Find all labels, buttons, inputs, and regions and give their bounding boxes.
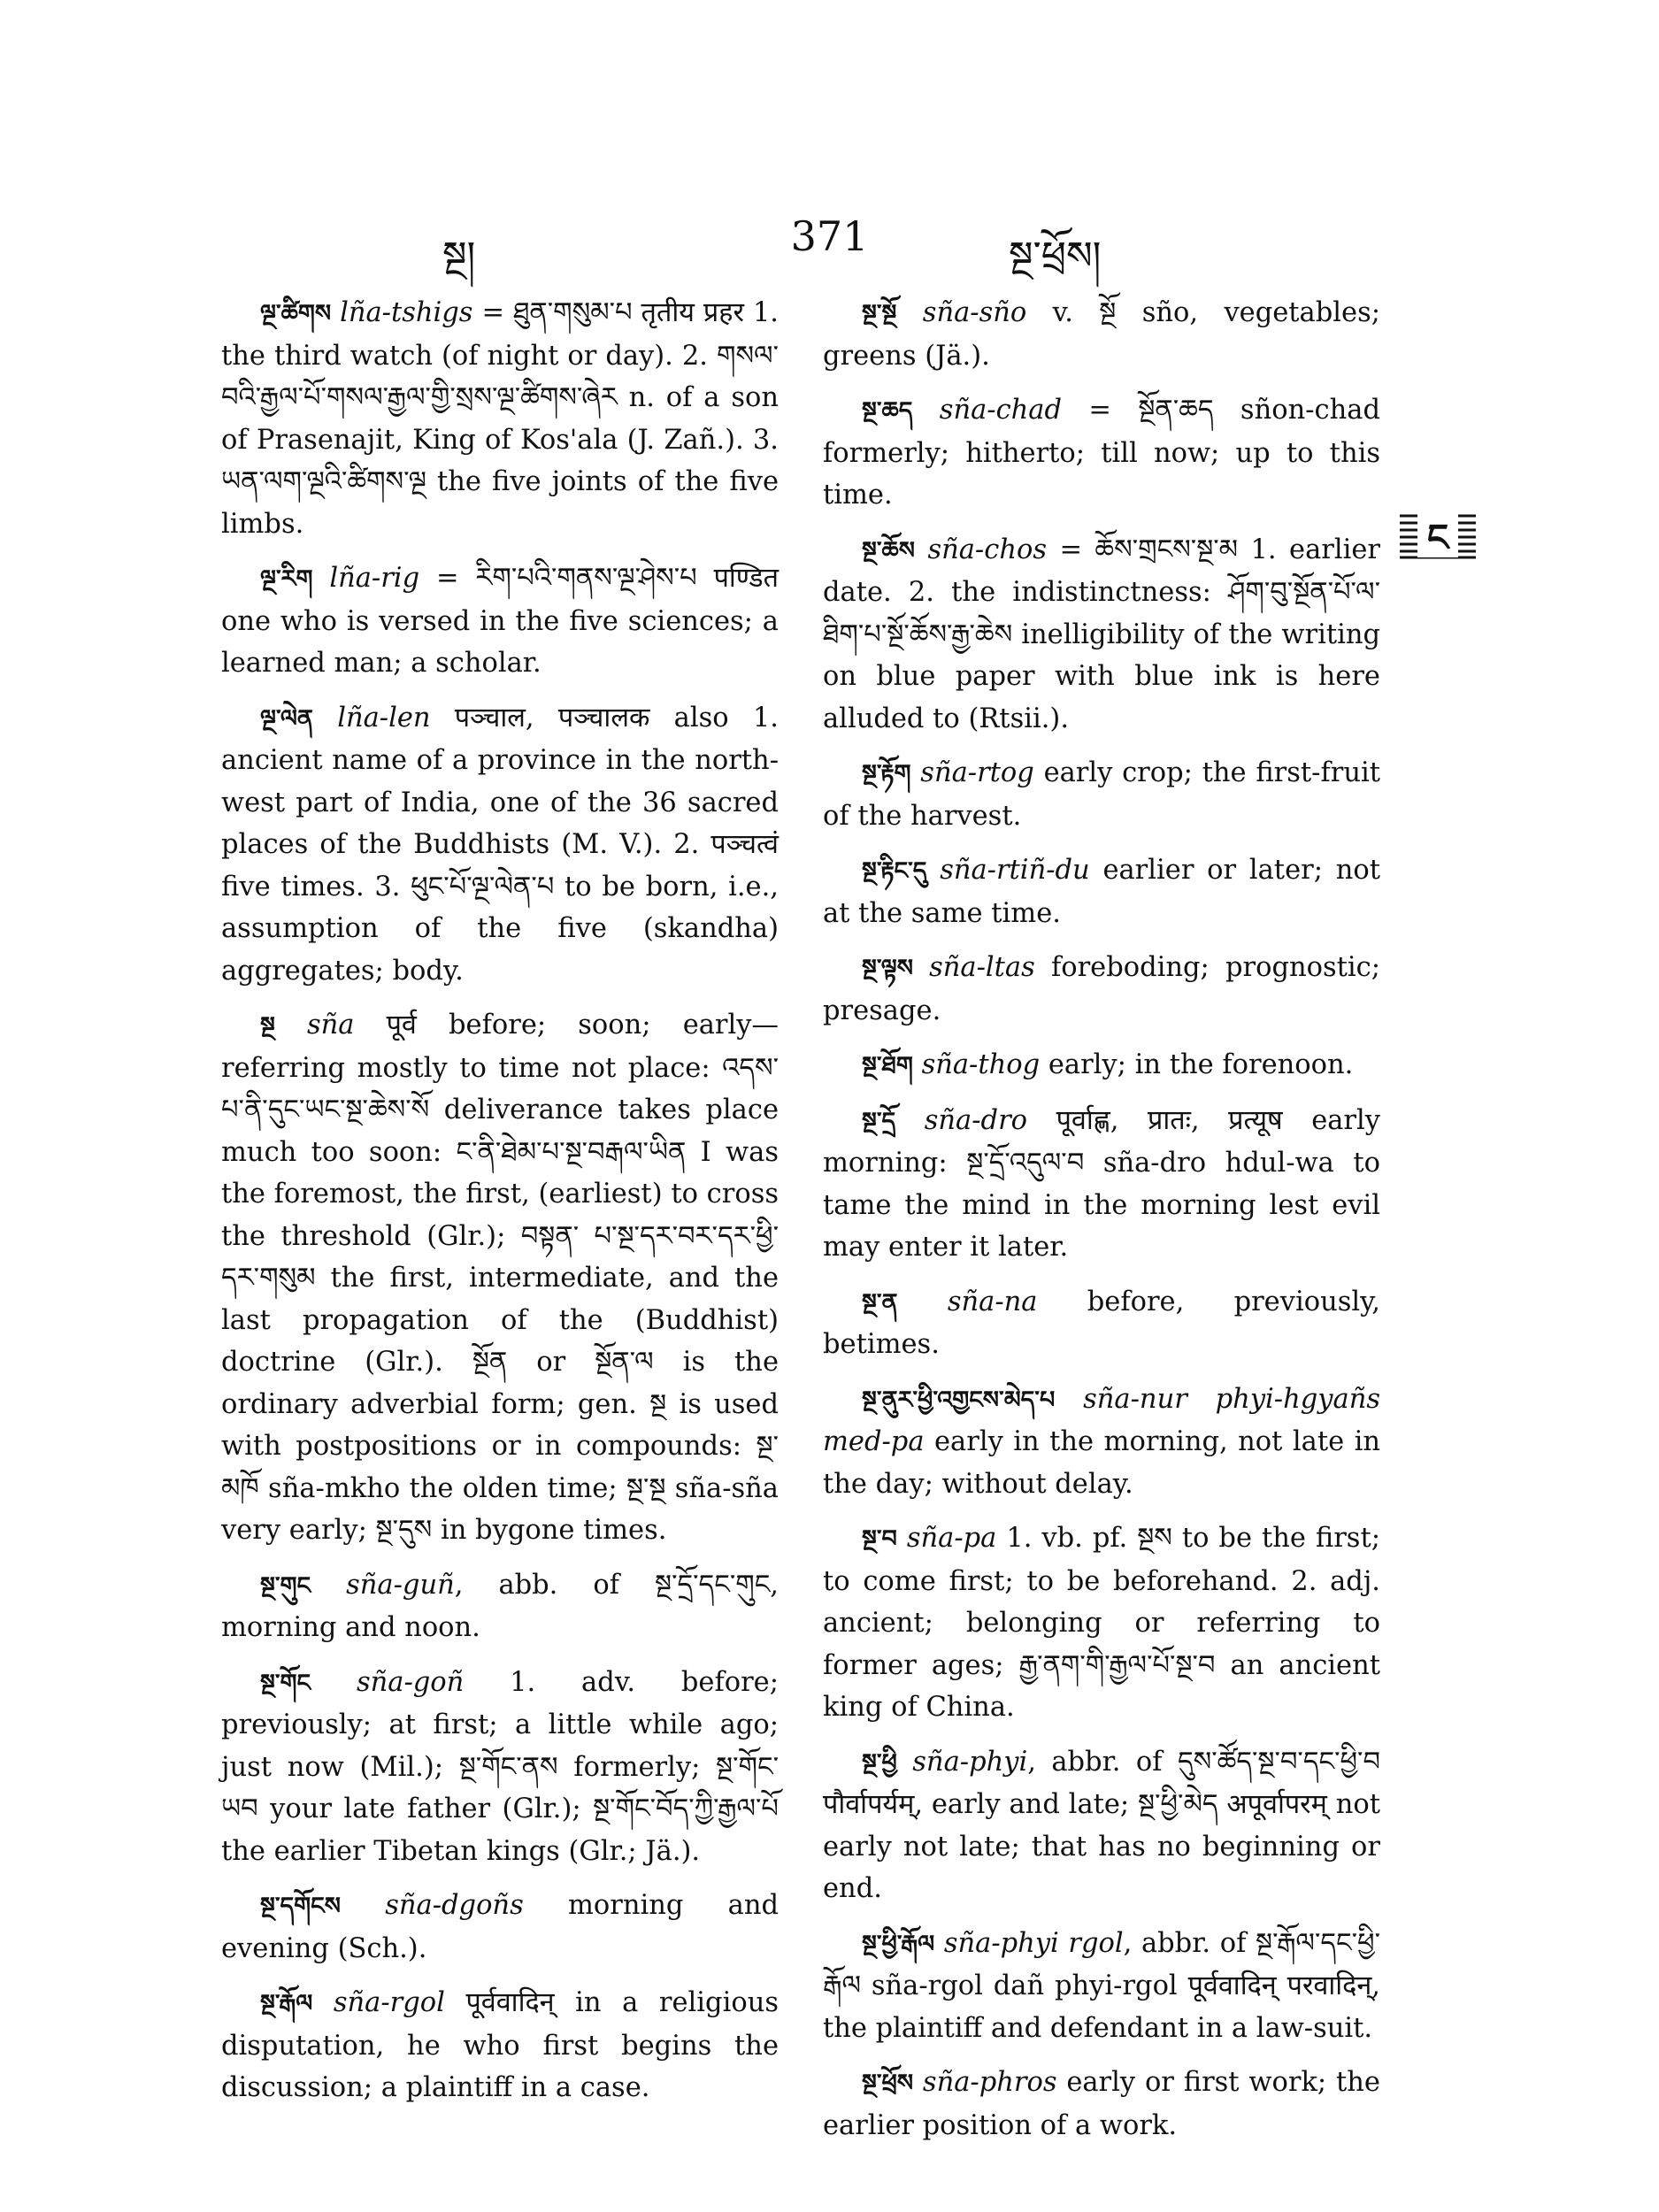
dictionary-entry <box>823 1517 1380 1729</box>
dictionary-entry <box>823 849 1380 934</box>
entry-transliteration: sña-guñ <box>346 1569 455 1601</box>
dictionary-entry <box>221 1662 779 1873</box>
entry-transliteration: sña-phyi <box>912 1746 1028 1778</box>
entry-headword: སྔ་ཆད <box>862 397 913 425</box>
entry-transliteration: sña-pa <box>906 1523 997 1554</box>
entry-definition: पञ्चाल, पञ्चालक also 1. ancient name of a province in the north-west part of India, one of the 36 sacred places of the Buddhists (M. V.). 2. पञ्चत्वं five times. 3. ཕུང་པོ་ལྔ་ལེན་པ to be born, i.e., assumption of the five (skandha) aggregates; body. <box>221 702 779 987</box>
entry-definition: = ཆོས་གྲངས་སྔ་མ 1. earlier date. 2. the indistinctness: ཤོག་བུ་སྔོན་པོ་ལ་ཐིག་པ་སྔོ་ཆོས་རྒྱ་ཆེས inelligibility of the writing on blue paper with blue ink is here alluded to (Rtsii.). <box>823 534 1381 734</box>
section-tab-glyph: ང <box>1426 516 1449 559</box>
entry-transliteration: sña-nur phyi-hgyañs med-pa <box>823 1383 1380 1457</box>
entry-definition: = རིག་པའི་གནས་ལྔ་ཤེས་པ पण्डित one who is versed in the five sciences; a learned man; a scholar. <box>221 563 779 679</box>
page-header <box>0 0 1659 283</box>
entry-transliteration: sña-rtog <box>920 757 1034 788</box>
entry-definition: पूर्व before; soon; early—referring mostly to time not place: འདས་པ་ནི་དུང་ཡང་སྔ་ཆེས་སོ deliverance takes place much too soon: ང་ནི་ཐེམ་པ་སྔ་བརྒལ་ཡིན I was the foremost, the first, (earliest) to cross the threshold (Glr.); བསྟན་ པ་སྔ་དར་བར་དར་ཕྱི་དར་གསུམ the first, intermediate, and the last propagation of the (Buddhist) doctrine (Glr.). སྔོན or སྔོན་ལ is the ordinary adverbial form; gen. སྔ is used with postpositions or in compounds: སྔ་མཁོ sña-mkho the olden time; སྔ་སྔ sña-sña very early; སྔ་དུས in bygone times. <box>221 1010 779 1546</box>
entry-headword: སྔ <box>260 1012 275 1040</box>
left-column <box>221 292 779 2122</box>
entry-headword: སྔ་ནུར་ཕྱི་འགྱངས་མེད་པ <box>862 1386 1056 1414</box>
entry-transliteration: sña-chad <box>939 395 1063 426</box>
entry-headword: ལྔ་ཚིགས <box>260 300 332 327</box>
dictionary-entry <box>823 389 1380 517</box>
page-number: 371 <box>790 212 869 260</box>
entry-headword: སྔ་ལྟས <box>862 955 913 982</box>
entry-headword: སྔ་ཕྲོས <box>862 2070 914 2097</box>
entry-headword: ལྔ་རིག <box>260 565 313 593</box>
dictionary-entry <box>823 292 1380 377</box>
entry-definition: early; in the forenoon. <box>1048 1049 1354 1080</box>
entry-transliteration: sña-phros <box>922 2067 1057 2098</box>
entry-transliteration: sña-goñ <box>356 1666 465 1698</box>
dictionary-entry <box>823 752 1380 837</box>
entry-definition: before, previously, betimes. <box>823 1286 1380 1360</box>
entry-definition: earlier or later; not at the same time. <box>823 855 1380 929</box>
entry-headword: སྔ་ན <box>862 1288 898 1317</box>
entry-headword: སྔ་གོང <box>260 1669 311 1697</box>
entry-definition: early crop; the first-fruit of the harvest. <box>823 757 1381 832</box>
entry-definition: = སྔོན་ཆད sñon-chad formerly; hitherto; till now; up to this time. <box>823 395 1380 511</box>
entry-headword: སྔ་ཆོས <box>862 536 915 565</box>
entry-transliteration: lña-len <box>337 702 431 733</box>
dictionary-entry <box>823 2062 1380 2147</box>
entry-headword: སྔ་གུང <box>260 1571 311 1600</box>
entry-headword: སྔ་ཕྱི <box>862 1748 897 1777</box>
entry-transliteration: sña-dgoñs <box>385 1890 524 1921</box>
entry-definition: , abb. of སྔ་དྲོ་དང་གུང, morning and noon. <box>221 1569 779 1643</box>
entry-headword: སྔ་སྔོ <box>862 300 897 327</box>
entry-transliteration: sña-rtiñ-du <box>940 855 1090 886</box>
dictionary-entry <box>221 1982 779 2109</box>
dictionary-entry <box>823 1923 1380 2050</box>
entry-headword: སྔ་དགོངས <box>260 1893 341 1920</box>
entry-definition: पूर्वाह्ण, प्रातः, प्रत्यूष early morning: སྔ་དྲོ་འདུལ་བ sña-dro hdul-wa to tame the mind in the morning lest evil may enter it later. <box>823 1104 1381 1263</box>
section-tab-icon <box>1400 511 1476 559</box>
entry-transliteration: sña-sño <box>922 297 1027 328</box>
header-right-word: སྔ་ཕྲོས། <box>1009 234 1102 279</box>
entry-headword: ལྔ་ལེན <box>260 704 313 733</box>
entry-definition: 1. vb. pf. སྔས to be the first; to come first; to be beforehand. 2. adj. ancient; belonging or referring to former ages; རྒྱ་ནག་གི་རྒྱལ་པོ་སྔ་བ an ancient king of China. <box>823 1523 1380 1723</box>
entry-transliteration: lña-rig <box>329 563 420 594</box>
entry-headword: སྔ་བ <box>862 1525 897 1553</box>
dictionary-entry <box>221 697 779 993</box>
entry-transliteration: sña-ltas <box>929 952 1035 983</box>
section-tab-graphic <box>1400 511 1476 559</box>
entry-definition: foreboding; prognostic; presage. <box>823 952 1381 1026</box>
entry-definition: morning and evening (Sch.). <box>221 1890 779 1964</box>
dictionary-entry <box>221 1004 779 1552</box>
dictionary-entry <box>823 1379 1380 1506</box>
dictionary-entry <box>823 1741 1380 1910</box>
entry-transliteration: sña-chos <box>927 534 1047 565</box>
entry-headword: སྔ་དྲོ <box>862 1107 896 1135</box>
entry-definition: = ཐུན་གསུམ་པ तृतीय प्रहर 1. the third watch (of night or day). 2. གསལ་བའི་རྒྱལ་པོ་གསལ་རྒྱལ་གྱི་སྲས་ལྔ་ཚིགས་ཞེར n. of a son of Prasenajit, King of Kos'ala (J. Zañ.). 3. ཡན་ལག་ལྔའི་ཚིགས་ལྔ the five joints of the five limbs. <box>221 297 779 540</box>
entry-headword: སྔ་ཐོག <box>862 1052 913 1079</box>
dictionary-entry <box>823 529 1380 741</box>
dictionary-entry <box>823 1100 1380 1269</box>
entry-definition: early or first work; the earlier position of a work. <box>823 2067 1380 2141</box>
dictionary-entry <box>823 947 1380 1032</box>
dictionary-entry <box>221 292 779 545</box>
entry-definition: early in the morning, not late in the day; without delay. <box>823 1426 1380 1500</box>
entry-headword: སྔ་རྟོག <box>862 760 911 787</box>
entry-transliteration: sña <box>307 1010 355 1041</box>
right-column <box>823 292 1380 2159</box>
entry-definition: पूर्ववादिन् in a religious disputation, he who first begins the discussion; a plaintiff in a case. <box>221 1987 779 2103</box>
entry-definition: v. སྔོ sño, vegetables; greens (Jä.). <box>823 297 1380 372</box>
entry-transliteration: sña-rgol <box>333 1987 445 2018</box>
header-left-word: སྔ། <box>442 234 476 279</box>
dictionary-entry <box>221 1564 779 1649</box>
dictionary-entry <box>221 1885 779 1970</box>
entry-definition: 1. adv. before; previously; at first; a little while ago; just now (Mil.); སྔ་གོང་ནས formerly; སྔ་གོང་ཡབ your late father (Glr.); སྔ་གོང་བོད་ཀྱི་རྒྱལ་པོ the earlier Tibetan kings (Glr.; Jä.). <box>221 1666 780 1867</box>
dictionary-entry <box>823 1044 1380 1087</box>
dictionary-entry <box>221 557 779 685</box>
entry-definition: , abbr. of དུས་ཚོད་སྔ་བ་དང་ཕྱི་བ पौर्वापर्यम्, early and late; སྔ་ཕྱི་མེད अपूर्वापरम् not early not late; that has no beginning or end. <box>823 1746 1380 1904</box>
entry-transliteration: sña-dro <box>924 1104 1028 1136</box>
dictionary-entry <box>823 1281 1380 1366</box>
entry-transliteration: sña-na <box>947 1286 1038 1317</box>
entry-headword: སྔ་ཕྱི་རྒོལ <box>862 1930 935 1958</box>
entry-transliteration: sña-phyi rgol <box>943 1927 1124 1959</box>
entry-headword: སྔ་རྒོལ <box>260 1990 313 2017</box>
entry-definition: , abbr. of སྔ་རྒོལ་དང་ཕྱི་རྒོལ sña-rgol dañ phyi-rgol पूर्ववादिन् परवादिन्, the plaintiff and defendant in a law-suit. <box>823 1927 1380 2044</box>
entry-transliteration: lña-tshigs <box>340 297 473 328</box>
entry-transliteration: sña-thog <box>921 1049 1041 1080</box>
entry-headword: སྔ་རྟིང་དུ <box>862 857 927 885</box>
